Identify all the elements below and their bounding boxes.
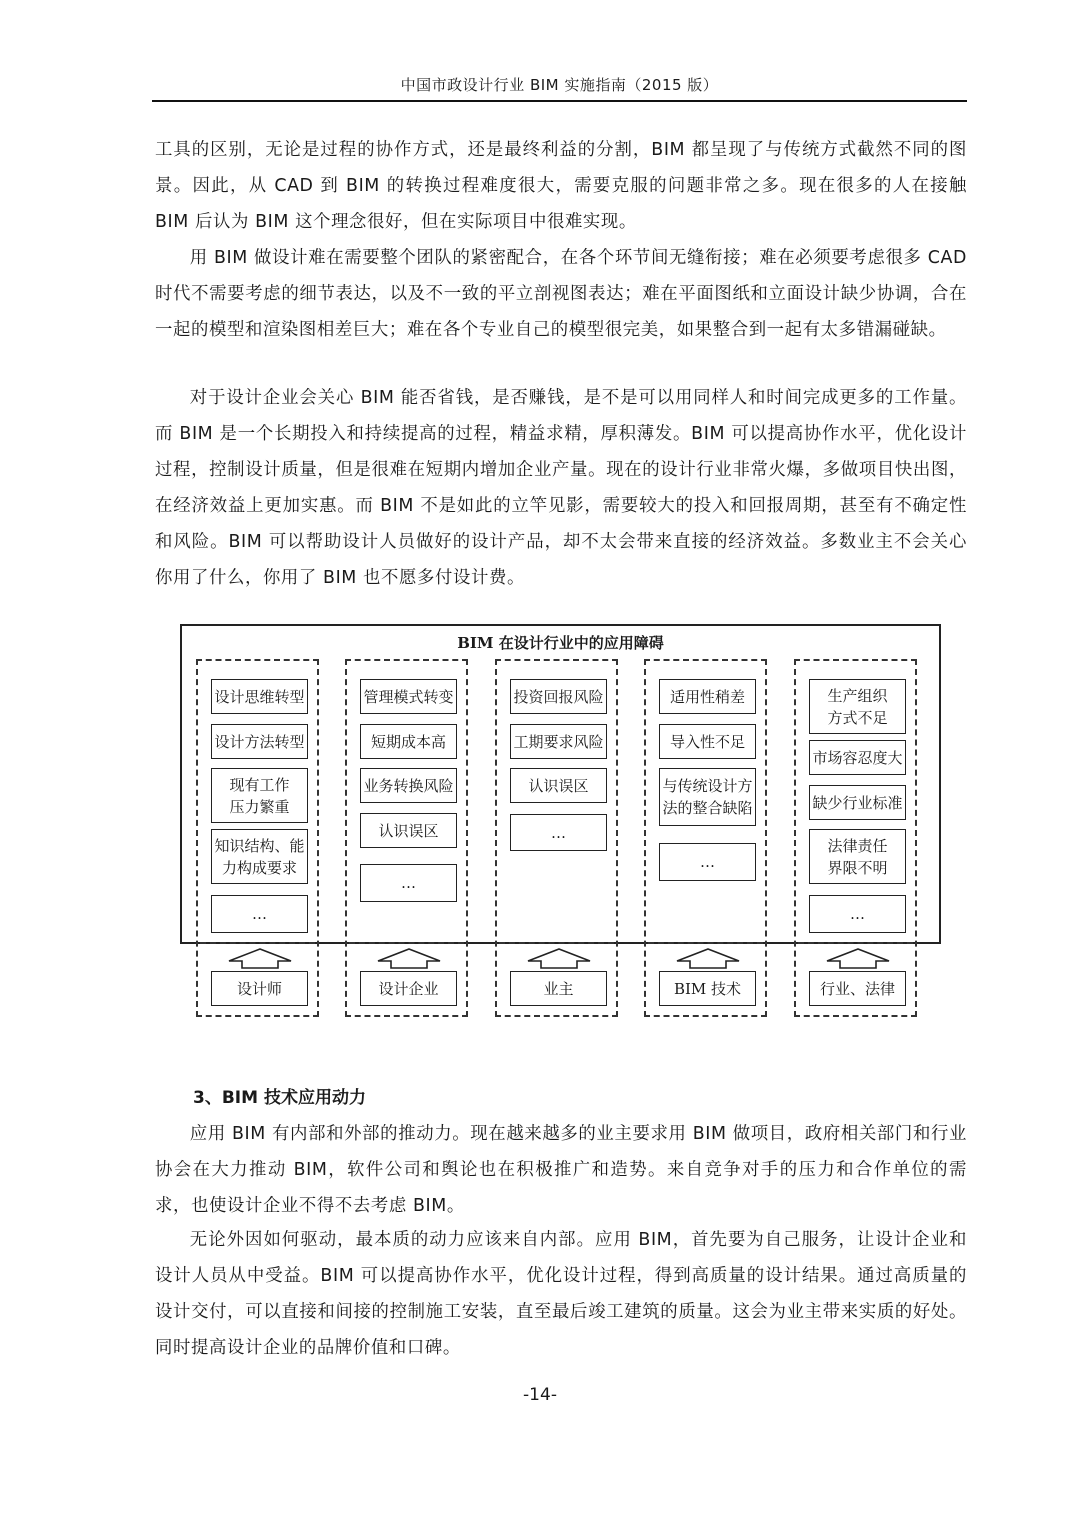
column-divider bbox=[200, 942, 315, 944]
diagram-item: 设计思维转型 bbox=[211, 679, 308, 714]
column-divider bbox=[648, 942, 763, 944]
diagram-item: … bbox=[659, 843, 756, 881]
up-arrow-icon bbox=[225, 947, 295, 969]
column-divider bbox=[798, 942, 913, 944]
up-arrow-icon bbox=[374, 947, 444, 969]
body-paragraph: 工具的区别，无论是过程的协作方式，还是最终利益的分割，BIM 都呈现了与传统方式截然不同的图景。因此，从 CAD 到 BIM 的转换过程难度很大，需要克服的问题非常之多。现在很多的人在接触 BIM 后认为 BIM 这个理念很好，但在实际项目中很难实现。 bbox=[155, 140, 967, 232]
diagram-item: 导入性不足 bbox=[659, 724, 756, 759]
diagram-item: 工期要求风险 bbox=[510, 724, 607, 759]
page-number: -14- bbox=[523, 1385, 557, 1405]
column-divider bbox=[499, 942, 614, 944]
up-arrow-icon bbox=[673, 947, 743, 969]
diagram-column-design-enterprise bbox=[345, 659, 468, 1017]
diagram-item: … bbox=[360, 864, 457, 902]
diagram-source: 行业、法律 bbox=[809, 971, 906, 1006]
diagram-item: 现有工作 压力繁重 bbox=[211, 768, 308, 823]
diagram-title: BIM 在设计行业中的应用障碍 bbox=[457, 634, 664, 652]
diagram-item: 适用性稍差 bbox=[659, 679, 756, 714]
body-paragraph: 应用 BIM 有内部和外部的推动力。现在越来越多的业主要求用 BIM 做项目，政府相关部门和行业协会在大力推动 BIM，软件公司和舆论也在积极推广和造势。来自竞争对手的压力和合作单位的需求，也使设计企业不得不去考虑 BIM。 bbox=[155, 1124, 967, 1216]
diagram-item: 业务转换风险 bbox=[360, 768, 457, 803]
diagram-item: 投资回报风险 bbox=[510, 679, 607, 714]
running-header: 中国市政设计行业 BIM 实施指南（2015 版） bbox=[152, 74, 967, 102]
diagram-source: BIM 技术 bbox=[659, 971, 756, 1006]
diagram-item: 法律责任 界限不明 bbox=[809, 829, 906, 884]
diagram-item: … bbox=[510, 814, 607, 851]
diagram-item: 知识结构、能 力构成要求 bbox=[211, 829, 308, 884]
diagram-item: … bbox=[211, 895, 308, 933]
diagram-item: 短期成本高 bbox=[360, 724, 457, 759]
body-paragraph: 对于设计企业会关心 BIM 能否省钱，是否赚钱，是不是可以用同样人和时间完成更多的工作量。而 BIM 是一个长期投入和持续提高的过程，精益求精，厚积薄发。BIM 可以提高协作水平，优化设计过程，控制设计质量，但是很难在短期内增加企业产量。现在的设计行业非常火爆，多做项目快出图，在经济效益上更加实惠。而 BIM 不是如此的立竿见影，需要较大的投入和回报周期，甚至有不确定性和风险。BIM 可以帮助设计人员做好的设计产品，却不太会带来直接的经济效益。多数业主不会关心你用了什么，你用了 BIM 也不愿多付设计费。 bbox=[155, 388, 967, 588]
section-heading: 3、BIM 技术应用动力 bbox=[193, 1088, 366, 1108]
diagram-source: 设计师 bbox=[211, 971, 308, 1006]
diagram-item: 管理模式转变 bbox=[360, 679, 457, 714]
diagram-column-designer bbox=[196, 659, 319, 1017]
up-arrow-icon bbox=[823, 947, 893, 969]
diagram-column-owner bbox=[495, 659, 618, 1017]
diagram-column-industry-law bbox=[794, 659, 917, 1017]
diagram-item: 市场容忍度大 bbox=[809, 740, 906, 775]
diagram-item: 生产组织 方式不足 bbox=[809, 679, 906, 734]
body-paragraph: 无论外因如何驱动，最本质的动力应该来自内部。应用 BIM，首先要为自己服务，让设计企业和设计人员从中受益。BIM 可以提高协作水平，优化设计过程，得到高质量的设计结果。通过高质量的设计交付，可以直接和间接的控制施工安装，直至最后竣工建筑的质量。这会为业主带来实质的好处。同时提高设计企业的品牌价值和口碑。 bbox=[155, 1230, 967, 1358]
diagram-item: 缺少行业标准 bbox=[809, 785, 906, 820]
up-arrow-icon bbox=[524, 947, 594, 969]
diagram-source: 业主 bbox=[510, 971, 607, 1006]
diagram-item: 与传统设计方 法的整合缺陷 bbox=[659, 768, 756, 826]
diagram-item: … bbox=[809, 895, 906, 933]
column-divider bbox=[349, 942, 464, 944]
diagram-column-bim-technology bbox=[644, 659, 767, 1017]
diagram-item: 设计方法转型 bbox=[211, 724, 308, 759]
body-paragraph: 用 BIM 做设计难在需要整个团队的紧密配合，在各个环节间无缝衔接；难在必须要考虑很多 CAD 时代不需要考虑的细节表达，以及不一致的平立剖视图表达；难在平面图纸和立面设计缺少协调，合在一起的模型和渲染图相差巨大；难在各个专业自己的模型很完美，如果整合到一起有太多错漏碰缺。 bbox=[155, 248, 967, 340]
diagram-item: 认识误区 bbox=[360, 813, 457, 848]
diagram-source: 设计企业 bbox=[360, 971, 457, 1006]
diagram-item: 认识误区 bbox=[510, 768, 607, 803]
